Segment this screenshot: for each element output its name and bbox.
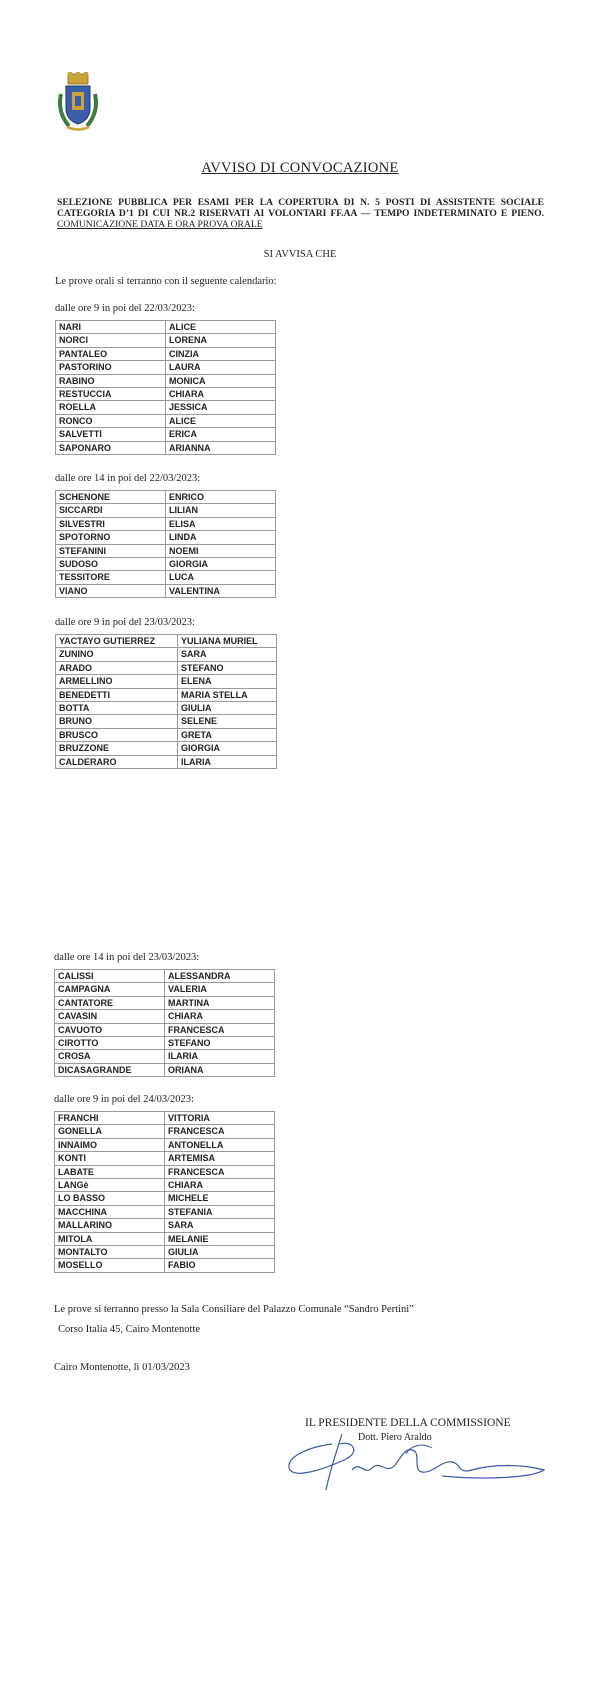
table-row [55, 996, 275, 1009]
schedule-label: dalle ore 14 in poi del 23/03/2023: [54, 952, 200, 963]
table-row [56, 571, 276, 584]
table-row [56, 321, 276, 334]
candidate-first-name: ELISA [166, 517, 276, 530]
table-row [56, 401, 276, 414]
candidate-surname: ZUNINO [56, 648, 178, 661]
table-row [55, 1259, 275, 1272]
candidate-first-name: ARTEMISA [165, 1152, 275, 1165]
table-row [56, 361, 276, 374]
candidate-first-name: SELENE [178, 715, 277, 728]
candidates-table [55, 490, 276, 598]
candidate-first-name: ALESSANDRA [165, 970, 275, 983]
candidate-surname: CAVASIN [55, 1010, 165, 1023]
table-row [55, 1232, 275, 1245]
candidate-surname: PASTORINO [56, 361, 166, 374]
signatory-name: Dott. Piero Araldo [358, 1432, 432, 1443]
table-row [55, 1125, 275, 1138]
candidate-first-name: GIULIA [165, 1246, 275, 1259]
candidate-first-name: SARA [165, 1219, 275, 1232]
candidate-first-name: FRANCESCA [165, 1165, 275, 1178]
schedule-block [55, 473, 276, 598]
candidate-surname: LANGè [55, 1179, 165, 1192]
place-date: Cairo Montenotte, li 01/03/2023 [54, 1362, 190, 1373]
table-row [55, 970, 275, 983]
table-row [56, 388, 276, 401]
candidate-surname: SPOTORNO [56, 531, 166, 544]
candidate-surname: BRUNO [56, 715, 178, 728]
candidate-surname: CAMPAGNA [55, 983, 165, 996]
table-row [56, 334, 276, 347]
table-row [55, 1023, 275, 1036]
candidate-surname: SICCARDI [56, 504, 166, 517]
candidate-first-name: ELENA [178, 675, 277, 688]
candidate-first-name: MARTINA [165, 996, 275, 1009]
candidate-first-name: LORENA [166, 334, 276, 347]
table-row [56, 558, 276, 571]
table-row [55, 1138, 275, 1151]
table-row [56, 728, 277, 741]
candidate-first-name: MARIA STELLA [178, 688, 277, 701]
candidate-first-name: JESSICA [166, 401, 276, 414]
candidate-surname: TESSITORE [56, 571, 166, 584]
candidate-first-name: ALICE [166, 414, 276, 427]
candidate-first-name: STEFANIA [165, 1205, 275, 1218]
candidate-first-name: CHIARA [165, 1010, 275, 1023]
candidate-surname: LO BASSO [55, 1192, 165, 1205]
subject-underlined: COMUNICAZIONE DATA E ORA PROVA ORALE [57, 219, 263, 230]
candidate-first-name: LILIAN [166, 504, 276, 517]
candidate-first-name: GIORGIA [178, 742, 277, 755]
candidate-surname: CANTATORE [55, 996, 165, 1009]
candidate-first-name: ILARIA [165, 1050, 275, 1063]
table-row [55, 1152, 275, 1165]
notice-subject [57, 197, 544, 230]
candidates-table [54, 969, 275, 1077]
candidate-first-name: FRANCESCA [165, 1023, 275, 1036]
candidate-surname: NARI [56, 321, 166, 334]
table-row [56, 661, 277, 674]
candidate-surname: FRANCHI [55, 1112, 165, 1125]
candidate-first-name: ILARIA [178, 755, 277, 768]
subject-bold: SELEZIONE PUBBLICA PER ESAMI PER LA COPERTURA DI N. 5 POSTI DI ASSISTENTE SOCIALE CATEGORIA D’1 DI CUI NR.2 RISERVATI AI VOLONTARI FF.AA — TEMPO INDETERMINATO E PIENO. [57, 197, 544, 219]
candidate-surname: ARMELLINO [56, 675, 178, 688]
page-title: AVVISO DI CONVOCAZIONE [201, 160, 399, 176]
candidate-surname: SILVESTRI [56, 517, 166, 530]
candidate-surname: CAVUOTO [55, 1023, 165, 1036]
venue-text: Le prove si terranno presso la Sala Consiliare del Palazzo Comunale “Sandro Pertini” [54, 1304, 414, 1315]
candidate-first-name: NOEMI [166, 544, 276, 557]
table-row [55, 1037, 275, 1050]
notice-heading: SI AVVISA CHE [263, 249, 337, 260]
table-row [55, 1112, 275, 1125]
candidate-surname: RONCO [56, 414, 166, 427]
candidate-surname: ROELLA [56, 401, 166, 414]
candidate-surname: MOSELLO [55, 1259, 165, 1272]
candidate-surname: INNAIMO [55, 1138, 165, 1151]
candidate-first-name: VITTORIA [165, 1112, 275, 1125]
table-row [56, 428, 276, 441]
candidate-surname: PANTALEO [56, 347, 166, 360]
candidate-surname: MALLARINO [55, 1219, 165, 1232]
table-row [56, 504, 276, 517]
candidate-surname: RABINO [56, 374, 166, 387]
candidate-surname: DICASAGRANDE [55, 1063, 165, 1076]
candidate-surname: BRUSCO [56, 728, 178, 741]
table-row [56, 544, 276, 557]
candidate-surname: NORCI [56, 334, 166, 347]
table-row [56, 635, 277, 648]
table-row [55, 1165, 275, 1178]
candidate-first-name: ORIANA [165, 1063, 275, 1076]
schedule-label: dalle ore 9 in poi del 22/03/2023: [55, 303, 195, 314]
candidates-table [55, 634, 277, 769]
signatory-title: IL PRESIDENTE DELLA COMMISSIONE [305, 1417, 511, 1429]
table-row [56, 414, 276, 427]
candidate-surname: SALVETTI [56, 428, 166, 441]
candidate-first-name: SARA [178, 648, 277, 661]
candidate-first-name: MONICA [166, 374, 276, 387]
candidate-first-name: GIORGIA [166, 558, 276, 571]
schedule-block [54, 952, 275, 1077]
candidate-first-name: LUCA [166, 571, 276, 584]
candidate-surname: VIANO [56, 584, 166, 597]
candidate-first-name: STEFANO [178, 661, 277, 674]
candidate-first-name: ANTONELLA [165, 1138, 275, 1151]
table-row [55, 1205, 275, 1218]
schedule-label: dalle ore 14 in poi del 22/03/2023: [55, 473, 201, 484]
candidate-surname: SUDOSO [56, 558, 166, 571]
candidate-first-name: MICHELE [165, 1192, 275, 1205]
venue-info [54, 1300, 414, 1340]
candidate-surname: STEFANINI [56, 544, 166, 557]
candidate-surname: SAPONARO [56, 441, 166, 454]
candidate-surname: KONTI [55, 1152, 165, 1165]
schedule-label: dalle ore 9 in poi del 23/03/2023: [55, 617, 195, 628]
schedule-label: dalle ore 9 in poi del 24/03/2023: [54, 1094, 194, 1105]
candidates-table [55, 320, 276, 455]
candidate-surname: BENEDETTI [56, 688, 178, 701]
table-row [55, 983, 275, 996]
schedule-block [54, 1094, 275, 1273]
table-row [55, 1192, 275, 1205]
candidate-surname: MONTALTO [55, 1246, 165, 1259]
candidate-surname: CALISSI [55, 970, 165, 983]
candidate-first-name: VALENTINA [166, 584, 276, 597]
candidate-first-name: CINZIA [166, 347, 276, 360]
candidate-first-name: CHIARA [166, 388, 276, 401]
candidate-first-name: STEFANO [165, 1037, 275, 1050]
candidate-first-name: VALERIA [165, 983, 275, 996]
table-row [55, 1063, 275, 1076]
table-row [55, 1010, 275, 1023]
schedule-block [55, 303, 276, 455]
table-row [56, 374, 276, 387]
candidate-surname: LABATE [55, 1165, 165, 1178]
table-row [55, 1246, 275, 1259]
candidate-surname: CIROTTO [55, 1037, 165, 1050]
table-row [56, 702, 277, 715]
candidate-surname: ARADO [56, 661, 178, 674]
candidate-first-name: CHIARA [165, 1179, 275, 1192]
candidate-surname: BRUZZONE [56, 742, 178, 755]
candidate-first-name: ALICE [166, 321, 276, 334]
table-row [55, 1219, 275, 1232]
schedule-block [55, 617, 277, 769]
table-row [56, 742, 277, 755]
table-row [55, 1179, 275, 1192]
candidate-first-name: ERICA [166, 428, 276, 441]
candidate-surname: GONELLA [55, 1125, 165, 1138]
candidate-first-name: FRANCESCA [165, 1125, 275, 1138]
table-row [56, 715, 277, 728]
candidate-surname: MITOLA [55, 1232, 165, 1245]
candidate-surname: MACCHINA [55, 1205, 165, 1218]
candidates-table [54, 1111, 275, 1273]
table-row [56, 441, 276, 454]
candidate-first-name: GIULIA [178, 702, 277, 715]
table-row [56, 517, 276, 530]
handwritten-signature [282, 1430, 552, 1492]
table-row [56, 584, 276, 597]
venue-address: Corso Italia 45, Cairo Montenotte [58, 1324, 201, 1335]
intro-text: Le prove orali si terranno con il seguente calendario: [55, 276, 277, 287]
candidate-first-name: GRETA [178, 728, 277, 741]
candidate-surname: SCHENONE [56, 491, 166, 504]
candidate-surname: CROSA [55, 1050, 165, 1063]
table-row [55, 1050, 275, 1063]
table-row [56, 531, 276, 544]
candidate-first-name: YULIANA MURIEL [178, 635, 277, 648]
candidate-surname: BOTTA [56, 702, 178, 715]
candidate-surname: YACTAYO GUTIERREZ [56, 635, 178, 648]
candidate-surname: RESTUCCIA [56, 388, 166, 401]
table-row [56, 347, 276, 360]
table-row [56, 755, 277, 768]
candidate-surname: CALDERARO [56, 755, 178, 768]
municipal-crest-icon [55, 72, 101, 134]
table-row [56, 675, 277, 688]
candidate-first-name: LINDA [166, 531, 276, 544]
table-row [56, 491, 276, 504]
candidate-first-name: ARIANNA [166, 441, 276, 454]
candidate-first-name: ENRICO [166, 491, 276, 504]
candidate-first-name: MELANIE [165, 1232, 275, 1245]
table-row [56, 688, 277, 701]
candidate-first-name: LAURA [166, 361, 276, 374]
table-row [56, 648, 277, 661]
candidate-first-name: FABIO [165, 1259, 275, 1272]
